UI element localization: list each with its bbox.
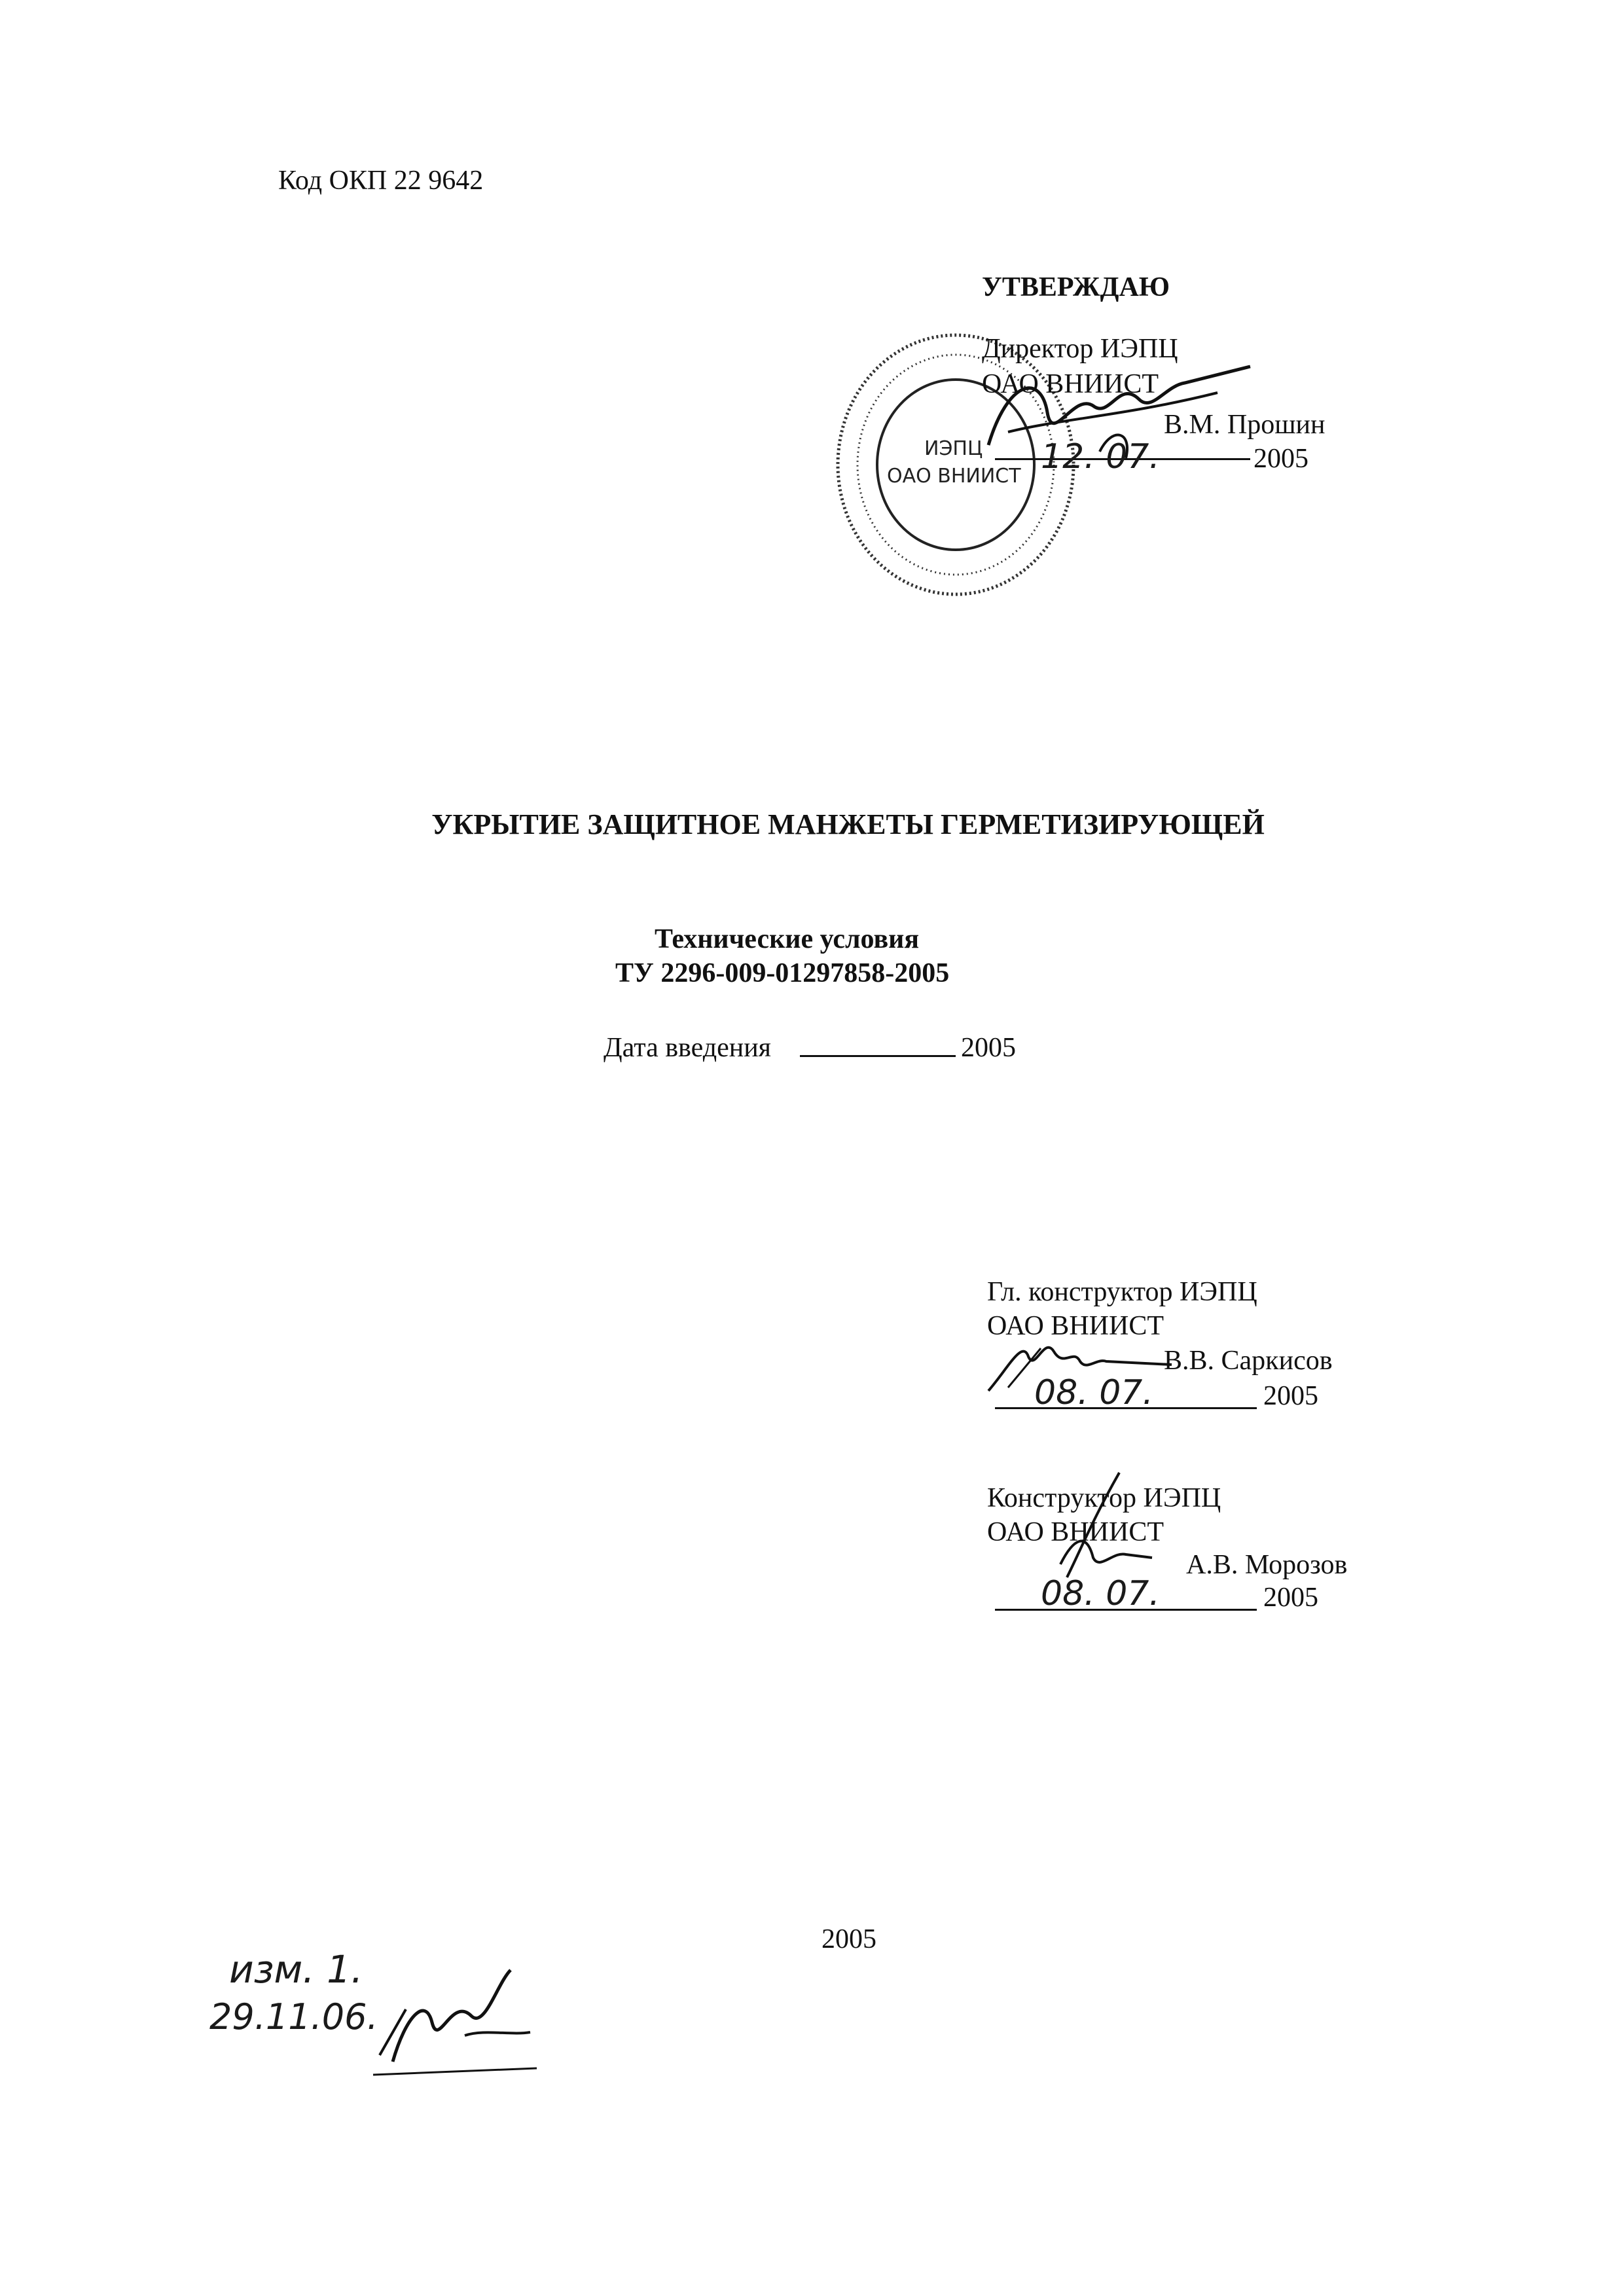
approval-date: 12. 07. (1041, 437, 1160, 476)
intro-date-year: 2005 (961, 1033, 1016, 1063)
stamp-text-1: ИЭПЦ (924, 437, 983, 460)
signatory-2-position-line1: Конструктор ИЭПЦ (987, 1483, 1221, 1513)
document-title: УКРЫТИЕ ЗАЩИТНОЕ МАНЖЕТЫ ГЕРМЕТИЗИРУЮЩЕЙ (431, 808, 1265, 840)
approval-position-line1: Директор ИЭПЦ (982, 334, 1178, 364)
signatory-1-position-line1: Гл. конструктор ИЭПЦ (987, 1277, 1257, 1307)
signatory-2-date: 08. 07. (1041, 1574, 1160, 1613)
signatory-2-signature (1021, 1466, 1191, 1584)
signatory-1-position-line2: ОАО ВНИИСТ (987, 1311, 1164, 1341)
intro-date-label: Дата введения (604, 1033, 771, 1063)
revision-note-line1: изм. 1. (229, 1947, 363, 1992)
approval-heading: УТВЕРЖДАЮ (982, 272, 1170, 302)
approval-position-line2: ОАО ВНИИСТ (982, 369, 1159, 399)
document-subtitle: Технические условия (655, 924, 920, 954)
signatory-1-name: В.В. Саркисов (1164, 1346, 1333, 1376)
approval-year: 2005 (1254, 444, 1308, 474)
revision-signature (367, 1957, 563, 2081)
signatory-1-year: 2005 (1263, 1381, 1318, 1411)
signatory-2-year: 2005 (1263, 1583, 1318, 1613)
signatory-1-date: 08. 07. (1034, 1373, 1153, 1412)
spec-number: ТУ 2296-009-01297858-2005 (615, 958, 950, 988)
intro-date-blank (800, 1055, 956, 1057)
okp-code: Код ОКП 22 9642 (278, 166, 484, 196)
signatory-2-name: А.В. Морозов (1186, 1550, 1348, 1580)
revision-note-line2: 29.11.06. (209, 1996, 378, 2037)
approval-name: В.М. Прошин (1164, 410, 1326, 440)
stamp-text-2: ОАО ВНИИСТ (887, 465, 1021, 488)
signatory-2-position-line2: ОАО ВНИИСТ (987, 1517, 1164, 1547)
footer-year: 2005 (821, 1924, 876, 1954)
